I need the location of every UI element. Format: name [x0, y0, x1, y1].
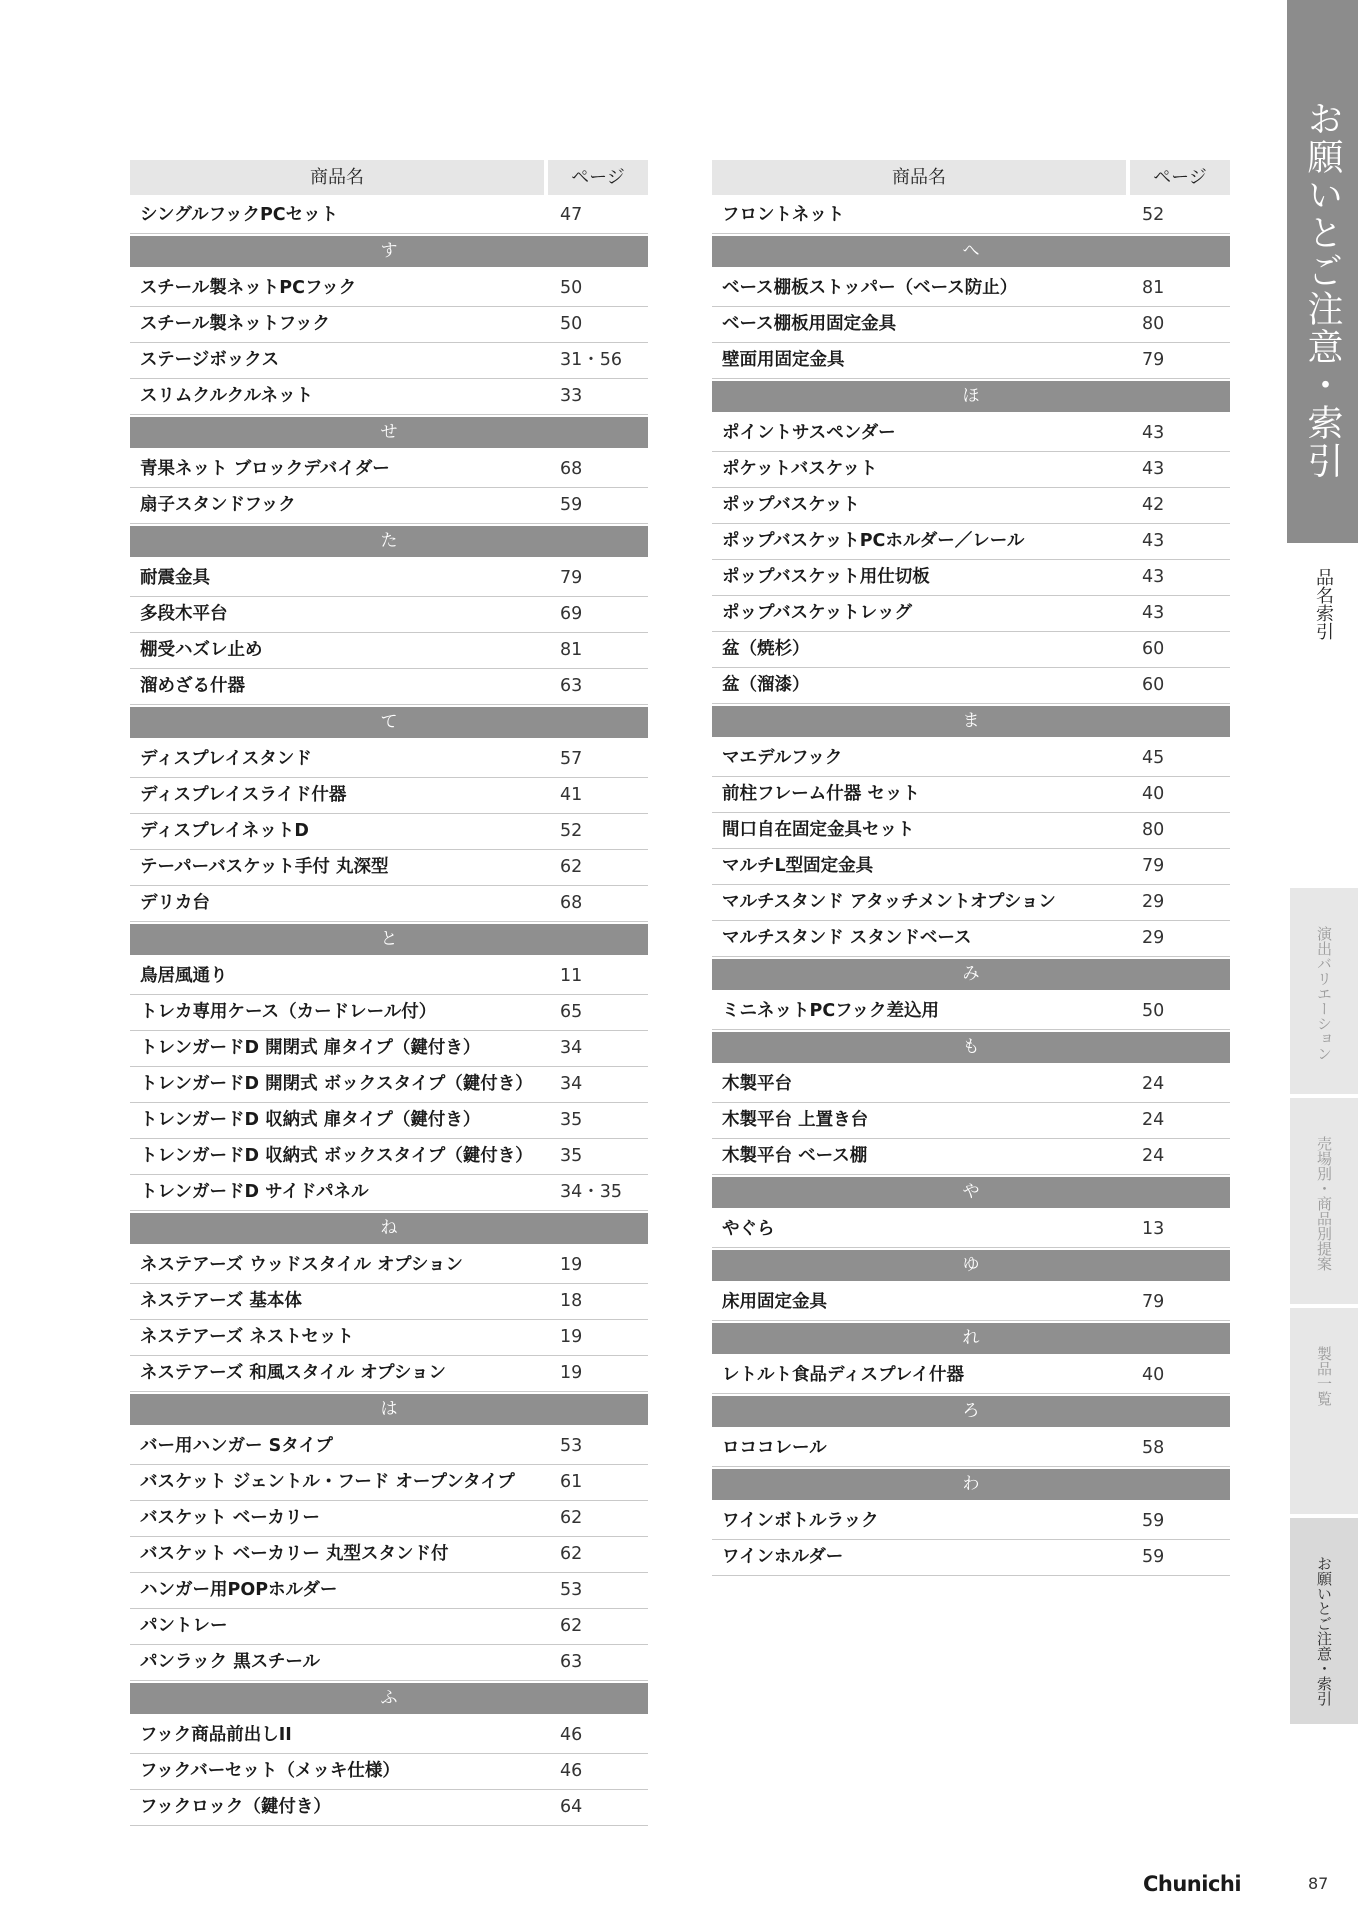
index-row	[712, 668, 1230, 704]
index-section-header: も	[712, 1032, 1230, 1063]
product-page: 81	[560, 640, 583, 660]
index-row	[712, 921, 1230, 957]
product-name: ポップバスケットPCホルダー／レール	[722, 531, 1025, 551]
product-page: 42	[1142, 495, 1165, 515]
product-name: パンラック 黒スチール	[140, 1652, 321, 1672]
index-row	[130, 307, 648, 343]
product-name: トレカ専用ケース（カードレール付）	[140, 1002, 437, 1022]
product-name: 床用固定金具	[722, 1292, 827, 1312]
product-name: トレンガードD 開閉式 扉タイプ（鍵付き）	[140, 1038, 481, 1058]
product-name: スチール製ネットフック	[140, 314, 331, 334]
product-page: 46	[560, 1761, 583, 1781]
index-section-header: や	[712, 1177, 1230, 1208]
product-name: やぐら	[722, 1219, 775, 1239]
index-row	[712, 1431, 1230, 1467]
product-page: 19	[560, 1363, 583, 1383]
index-row	[712, 416, 1230, 452]
table-header	[130, 160, 648, 195]
index-row	[712, 1285, 1230, 1321]
product-name: 鳥居風通り	[140, 966, 228, 986]
product-page: 69	[560, 604, 583, 624]
side-tab-product-list[interactable]	[1290, 1308, 1358, 1514]
index-row	[130, 1067, 648, 1103]
product-page: 45	[1142, 748, 1165, 768]
index-table-right	[712, 160, 1230, 1576]
header-page: ページ	[1130, 160, 1230, 195]
index-row	[712, 560, 1230, 596]
product-name: ポケットバスケット	[722, 459, 878, 479]
index-row	[712, 777, 1230, 813]
index-row	[130, 1031, 648, 1067]
product-name: ポップバスケットレッグ	[722, 603, 913, 623]
index-rows-left	[130, 198, 648, 1826]
product-name: バスケット ベーカリー 丸型スタンド付	[140, 1544, 449, 1564]
index-row	[130, 1284, 648, 1320]
product-name: ポップバスケット	[722, 495, 860, 515]
product-name: トレンガードD サイドパネル	[140, 1182, 369, 1202]
product-page: 34	[560, 1074, 583, 1094]
index-row	[712, 885, 1230, 921]
product-name: ベース棚板ストッパー（ベース防止）	[722, 278, 1018, 298]
index-row	[130, 271, 648, 307]
index-row	[130, 597, 648, 633]
product-name: バスケット ジェントル・フード オープンタイプ	[140, 1472, 515, 1492]
product-name: ポップバスケット用仕切板	[722, 567, 930, 587]
product-page: 40	[1142, 1365, 1165, 1385]
product-name: シングルフックPCセット	[140, 205, 339, 225]
index-section-header: ゆ	[712, 1250, 1230, 1281]
product-page: 62	[560, 1544, 583, 1564]
index-section-header: て	[130, 707, 648, 738]
product-name: ステージボックス	[140, 350, 280, 370]
side-tab-staging-variations[interactable]	[1290, 888, 1358, 1094]
product-page: 62	[560, 857, 583, 877]
product-name: スリムクルクルネット	[140, 386, 314, 406]
product-name: フック商品前出しII	[140, 1725, 292, 1745]
product-page: 52	[1142, 205, 1165, 225]
product-page: 24	[1142, 1110, 1165, 1130]
product-page: 59	[560, 495, 583, 515]
product-page: 58	[1142, 1438, 1165, 1458]
product-name: マルチスタンド スタンドベース	[722, 928, 972, 948]
product-page: 79	[560, 568, 583, 588]
product-name: トレンガードD 収納式 ボックスタイプ（鍵付き）	[140, 1146, 533, 1166]
product-name: ワインホルダー	[722, 1547, 844, 1567]
index-row	[130, 995, 648, 1031]
index-row	[712, 849, 1230, 885]
product-page: 53	[560, 1436, 583, 1456]
index-row	[712, 741, 1230, 777]
index-row	[712, 1212, 1230, 1248]
index-row	[130, 488, 648, 524]
product-page: 63	[560, 676, 583, 696]
product-page: 52	[560, 821, 583, 841]
product-page: 62	[560, 1508, 583, 1528]
index-section-header: ま	[712, 706, 1230, 737]
index-row	[712, 1358, 1230, 1394]
side-sub-heading: 品名索引	[1313, 568, 1334, 640]
product-page: 60	[1142, 639, 1165, 659]
product-name: ベース棚板用固定金具	[722, 314, 897, 334]
product-page: 11	[560, 966, 583, 986]
index-section-header: と	[130, 924, 648, 955]
index-section-header: せ	[130, 417, 648, 448]
product-name: ミニネットPCフック差込用	[722, 1001, 939, 1021]
product-page: 31・56	[560, 350, 623, 370]
product-page: 61	[560, 1472, 583, 1492]
product-name: ネステアーズ ウッドスタイル オプション	[140, 1255, 463, 1275]
index-row	[712, 452, 1230, 488]
side-tab-label: お願いとご注意・索引	[1315, 1556, 1333, 1706]
index-row	[130, 561, 648, 597]
product-page: 18	[560, 1291, 583, 1311]
product-name: 溜めざる什器	[140, 676, 245, 696]
product-name: ロココレール	[722, 1438, 827, 1458]
product-page: 19	[560, 1255, 583, 1275]
product-page: 79	[1142, 1292, 1165, 1312]
product-page: 13	[1142, 1219, 1165, 1239]
product-page: 43	[1142, 459, 1165, 479]
product-page: 68	[560, 459, 583, 479]
side-main-tab[interactable]	[1287, 0, 1358, 543]
index-row	[130, 1248, 648, 1284]
product-page: 43	[1142, 567, 1165, 587]
index-row	[130, 379, 648, 415]
product-page: 43	[1142, 531, 1165, 551]
index-row	[712, 1504, 1230, 1540]
product-name: ディスプレイネットD	[140, 821, 309, 841]
product-page: 63	[560, 1652, 583, 1672]
header-product-name: 商品名	[130, 160, 544, 195]
product-name: トレンガードD 開閉式 ボックスタイプ（鍵付き）	[140, 1074, 533, 1094]
product-name: 木製平台 ベース棚	[722, 1146, 868, 1166]
product-page: 24	[1142, 1146, 1165, 1166]
index-row	[130, 1175, 648, 1211]
product-page: 57	[560, 749, 583, 769]
product-page: 81	[1142, 278, 1165, 298]
product-name: ディスプレイスタンド	[140, 749, 312, 769]
index-row	[130, 1754, 648, 1790]
product-page: 34	[560, 1038, 583, 1058]
brand-logo: Chunichi	[1143, 1872, 1242, 1896]
product-page: 43	[1142, 423, 1165, 443]
index-table-left	[130, 160, 648, 1826]
index-section-header: へ	[712, 236, 1230, 267]
index-row	[130, 633, 648, 669]
product-page: 40	[1142, 784, 1165, 804]
index-row	[712, 307, 1230, 343]
index-rows-right	[712, 198, 1230, 1576]
product-name: レトルト食品ディスプレイ什器	[722, 1365, 965, 1385]
index-row	[712, 1067, 1230, 1103]
index-row	[712, 488, 1230, 524]
index-row	[130, 343, 648, 379]
table-header	[712, 160, 1230, 195]
side-main-tab-label: お願いとご注意・索引	[1302, 100, 1343, 480]
side-tab-notes-index[interactable]	[1290, 1518, 1358, 1724]
index-row	[130, 1139, 648, 1175]
index-row	[130, 1645, 648, 1681]
product-page: 41	[560, 785, 583, 805]
index-row	[712, 1103, 1230, 1139]
product-page: 59	[1142, 1547, 1165, 1567]
index-row	[130, 778, 648, 814]
index-section-header: ふ	[130, 1683, 648, 1714]
side-tab-proposals[interactable]	[1290, 1098, 1358, 1304]
product-page: 50	[560, 278, 583, 298]
product-name: 多段木平台	[140, 604, 228, 624]
product-name: デリカ台	[140, 893, 210, 913]
index-row	[130, 1429, 648, 1465]
product-name: ディスプレイスライド什器	[140, 785, 347, 805]
index-row	[130, 814, 648, 850]
product-page: 34・35	[560, 1182, 623, 1202]
product-name: バスケット ベーカリー	[140, 1508, 320, 1528]
product-page: 19	[560, 1327, 583, 1347]
product-name: 棚受ハズレ止め	[140, 640, 263, 660]
product-page: 24	[1142, 1074, 1165, 1094]
index-row	[130, 1356, 648, 1392]
product-name: 前柱フレーム什器 セット	[722, 784, 920, 804]
product-page: 62	[560, 1616, 583, 1636]
page-number: 87	[1308, 1874, 1329, 1893]
product-name: 青果ネット ブロックデバイダー	[140, 459, 390, 479]
product-page: 80	[1142, 314, 1165, 334]
index-row	[130, 1320, 648, 1356]
index-section-header: れ	[712, 1323, 1230, 1354]
index-row	[130, 1501, 648, 1537]
index-section-header: み	[712, 959, 1230, 990]
index-row	[130, 452, 648, 488]
product-name: フックバーセット（メッキ仕様）	[140, 1761, 400, 1781]
index-row	[712, 994, 1230, 1030]
product-name: トレンガードD 収納式 扉タイプ（鍵付き）	[140, 1110, 481, 1130]
product-page: 29	[1142, 928, 1165, 948]
product-name: フックロック（鍵付き）	[140, 1797, 331, 1817]
product-page: 46	[560, 1725, 583, 1745]
index-section-header: た	[130, 526, 648, 557]
product-page: 35	[560, 1110, 583, 1130]
index-row	[130, 1103, 648, 1139]
index-row	[130, 198, 648, 234]
product-name: 盆（溜漆）	[722, 675, 810, 695]
header-product-name: 商品名	[712, 160, 1126, 195]
product-page: 79	[1142, 856, 1165, 876]
product-page: 59	[1142, 1511, 1165, 1531]
index-row	[712, 524, 1230, 560]
product-page: 65	[560, 1002, 583, 1022]
product-page: 80	[1142, 820, 1165, 840]
product-name: 扇子スタンドフック	[140, 495, 296, 515]
product-name: マルチスタンド アタッチメントオプション	[722, 892, 1056, 912]
product-name: ハンガー用POPホルダー	[140, 1580, 338, 1600]
index-row	[712, 198, 1230, 234]
index-row	[130, 669, 648, 705]
index-row	[130, 850, 648, 886]
product-page: 50	[1142, 1001, 1165, 1021]
product-page: 53	[560, 1580, 583, 1600]
index-row	[130, 886, 648, 922]
product-name: 耐震金具	[140, 568, 210, 588]
header-page: ページ	[548, 160, 648, 195]
product-page: 64	[560, 1797, 583, 1817]
product-name: ネステアーズ ネストセット	[140, 1327, 354, 1347]
index-section-header: ね	[130, 1213, 648, 1244]
product-name: パントレー	[140, 1616, 228, 1636]
index-section-header: す	[130, 236, 648, 267]
index-section-header: は	[130, 1394, 648, 1425]
product-name: ポイントサスペンダー	[722, 423, 896, 443]
side-tab-label: 売場別・商品別提案	[1315, 1136, 1333, 1271]
index-row	[130, 1790, 648, 1826]
product-name: フロントネット	[722, 205, 845, 225]
product-name: マルチL型固定金具	[722, 856, 874, 876]
product-page: 29	[1142, 892, 1165, 912]
index-section-header: ろ	[712, 1396, 1230, 1427]
index-section-header: わ	[712, 1469, 1230, 1500]
index-row	[130, 1609, 648, 1645]
index-row	[712, 813, 1230, 849]
index-row	[130, 959, 648, 995]
product-page: 60	[1142, 675, 1165, 695]
product-name: ワインボトルラック	[722, 1511, 879, 1531]
product-page: 35	[560, 1146, 583, 1166]
product-name: バー用ハンガー Sタイプ	[140, 1436, 333, 1456]
product-name: ネステアーズ 和風スタイル オプション	[140, 1363, 447, 1383]
index-row	[712, 271, 1230, 307]
product-page: 50	[560, 314, 583, 334]
product-name: スチール製ネットPCフック	[140, 278, 357, 298]
product-page: 33	[560, 386, 583, 406]
product-name: 木製平台	[722, 1074, 792, 1094]
side-tab-label: 製品一覧	[1315, 1346, 1333, 1406]
product-name: マエデルフック	[722, 748, 843, 768]
index-row	[130, 1718, 648, 1754]
product-page: 79	[1142, 350, 1165, 370]
index-row	[130, 1573, 648, 1609]
product-name: テーパーバスケット手付 丸深型	[140, 857, 389, 877]
index-row	[712, 1540, 1230, 1576]
index-row	[712, 632, 1230, 668]
product-page: 47	[560, 205, 583, 225]
index-row	[130, 742, 648, 778]
index-row	[130, 1465, 648, 1501]
product-page: 68	[560, 893, 583, 913]
side-tab-label: 演出バリエーション	[1315, 926, 1333, 1061]
product-name: 盆（焼杉）	[722, 639, 810, 659]
index-section-header: ほ	[712, 381, 1230, 412]
index-row	[712, 596, 1230, 632]
product-name: ネステアーズ 基本体	[140, 1291, 302, 1311]
index-row	[712, 1139, 1230, 1175]
product-name: 間口自在固定金具セット	[722, 820, 915, 840]
product-name: 壁面用固定金具	[722, 350, 845, 370]
product-name: 木製平台 上置き台	[722, 1110, 869, 1130]
index-row	[712, 343, 1230, 379]
product-page: 43	[1142, 603, 1165, 623]
index-row	[130, 1537, 648, 1573]
